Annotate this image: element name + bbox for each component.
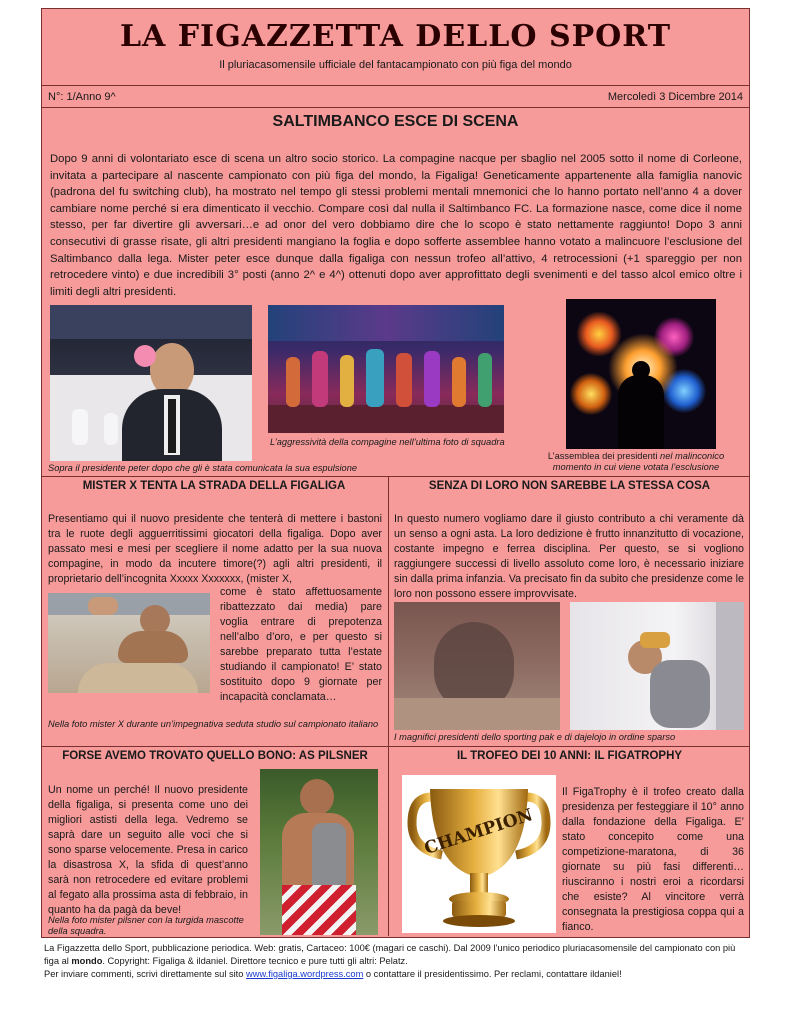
trophy-label: CHAMPION	[422, 805, 536, 859]
divider	[42, 107, 749, 108]
divider	[42, 476, 749, 477]
issue-number: N°: 1/Anno 9^	[48, 91, 116, 103]
loro-headline: SENZA DI LORO NON SAREBBE LA STESSA COSA	[428, 480, 711, 492]
newspaper-subtitle: Il pluriacasomensile ufficiale del fantacampionato con più figa del mondo	[219, 59, 572, 71]
trophy-image	[402, 775, 556, 933]
footer-site-link[interactable]: www.figaliga.wordpress.com	[246, 969, 364, 979]
trofeo-text: Il FigaTrophy è il trofeo creato dalla presidenza per festeggiare il 10° anno dalla fondazione della Figaliga. E’ stato concepito come una competizione-maratona, di 36 giornate su più fasi differenti…riusciranno i nostri eroi a ricordarsi che esiste? Al vincitore verrà consegnata la prestigiosa coppa qui a fianco.	[562, 786, 744, 933]
caption-fireworks: L’assemblea dei presidenti nel malinconico momento in cui viene votata l’esclusione	[547, 451, 725, 472]
divider	[42, 746, 749, 747]
footer-line-2: Per inviare commenti, scrivi direttamente sul sito www.figaliga.wordpress.com o contattare il presidentissimo. Per reclami, contattare ildaniel!	[44, 969, 622, 979]
pilsner-text: Un nome un perché! Il nuovo presidente della figaliga, si presenta come uno dei migliori astisti della lega. Vedremo se saprà dare un seguito alle voci che si sono sparse velocemente. Presa in carico la disastrosa X, la sfida di quest’anno sarà non retrocedere ed evitare problemi al fegato alla prossima asta di febbraio, in quanto ha da pagà da beve!	[48, 784, 248, 916]
trofeo-headline: IL TROFEO DEI 10 ANNI: IL FIGATROPHY	[456, 750, 683, 762]
mister-x-text-side: come è stato affettuosamente ribattezzato dai media) pare voglia entrare di prepotenza nell’albo d’oro, e per questo si sarebbe preparato tutta l’estate studiando il campionato! E’ stato sostituito dopo 9 giornate per incapacità conclamata…	[220, 586, 382, 703]
caption-president: Sopra il presidente peter dopo che gli è stata comunicata la sua espulsione	[48, 463, 358, 473]
mister-x-text: Presentiamo qui il nuovo presidente che tenterà di mettere i bastoni tra le ruote degli agguerritissimi giocatori della figaliga. Dopo aver passato mesi e mesi per scegliere il nome adatto per la sua nuova compagine, in modo da incutere timore(?) agli altri presidenti, il proprietario dell’incognita Xxxxx Xxxxxxx, (mister X,	[48, 513, 382, 585]
loro-text: In questo numero vogliamo dare il giusto contributo a chi veramente dà un senso a ogni asta. La loro dedizione è frutto innanzitutto di vocazione, costante impegno e ferrea disciplina. Per questo, se si vogliono raggiungere successi di livello assoluto come loro, è necessario iniziare sin dalla prima infanzia. Va precisato fin da subito che presidenze come le loro non possono essere improvvisate.	[394, 513, 744, 600]
main-headline: SALTIMBANCO ESCE DI SCENA	[272, 113, 519, 130]
photo-pilsner	[260, 769, 378, 935]
photo-mister-x	[48, 593, 210, 693]
caption-mister-x: Nella foto mister X durante un’impegnativa seduta studio sul campionato italiano	[48, 719, 379, 729]
caption-presidents: I magnifici presidenti dello sporting pak e di dajelojo in ordine sparso	[394, 732, 676, 742]
newspaper-title: LA FIGAZZETTA DELLO SPORT	[119, 19, 672, 54]
trophy-icon	[402, 775, 556, 933]
column-divider	[388, 746, 389, 936]
newspaper-page	[41, 8, 750, 938]
footer	[44, 942, 750, 981]
column-divider	[388, 476, 389, 746]
main-article-text: Dopo 9 anni di volontariato esce di scena un altro socio storico. La compagine nacque per sbaglio nel 2005 sotto il nome di Corleone, invitata a partecipare al nascente campionato con più figa del mondo, la Figaliga! Geneticamente appartenente alla famiglia nanovic (padrona del fu switching club), ha mostrato nel tempo gli stessi problemi mentali mnemonici che lo hanno portato nell’anno 4 a dover cambiare nome perché si era dimenticato il vecchio. Compare così dal nulla il Saltimbanco FC. La formazione nasce, come dice il nome stesso, per far divertire gli avversari…e ad onor del vero dobbiamo dire che lo scopo è stato nettamente raggiunto! Dopo 3 anni consecutivi di grasse risate, gli altri presidenti mangiano la foglia e dopo sofferte assemblee hanno votato a malincuore l’esclusione del Saltimbanco dalla lega. Mister peter esce dunque dalla figaliga con nessun trofeo all’attivo, 4 retrocessioni (+1 spareggio per non retrocedere vinto) e due incredibili 3° posti (anno 2^ e 4^) ottenuti dopo aver approfittato degli svenimenti e del tasso alcol emico oltre i limiti degli altri presidenti.	[50, 153, 742, 298]
photo-presidents-1	[394, 602, 560, 730]
caption-team: L’aggressività della compagine nell’ultima foto di squadra	[270, 437, 505, 447]
mister-x-headline: MISTER X TENTA LA STRADA DELLA FIGALIGA	[82, 480, 346, 492]
caption-pilsner: Nella foto mister pilsner con la turgida mascotte della squadra.	[48, 915, 244, 936]
photo-team	[268, 305, 504, 433]
footer-line-1: La Figazzetta dello Sport, pubblicazione periodica. Web: gratis, Cartaceo: 100€ (magari ce caschi). Dal 2009 l’unico periodico pluriacasomensile del campionato con più figa al mondo. Copyright: Figaliga & ildaniel. Direttore tecnico e pure tutti gli altri: Pelatz.	[44, 943, 736, 966]
issue-date: Mercoledì 3 Dicembre 2014	[607, 91, 743, 103]
photo-president	[50, 305, 252, 461]
photo-fireworks	[566, 299, 716, 449]
photo-presidents-2	[570, 602, 744, 730]
masthead	[42, 9, 749, 86]
pilsner-headline: FORSE AVEMO TROVATO QUELLO BONO: AS PILSNER	[62, 750, 368, 762]
